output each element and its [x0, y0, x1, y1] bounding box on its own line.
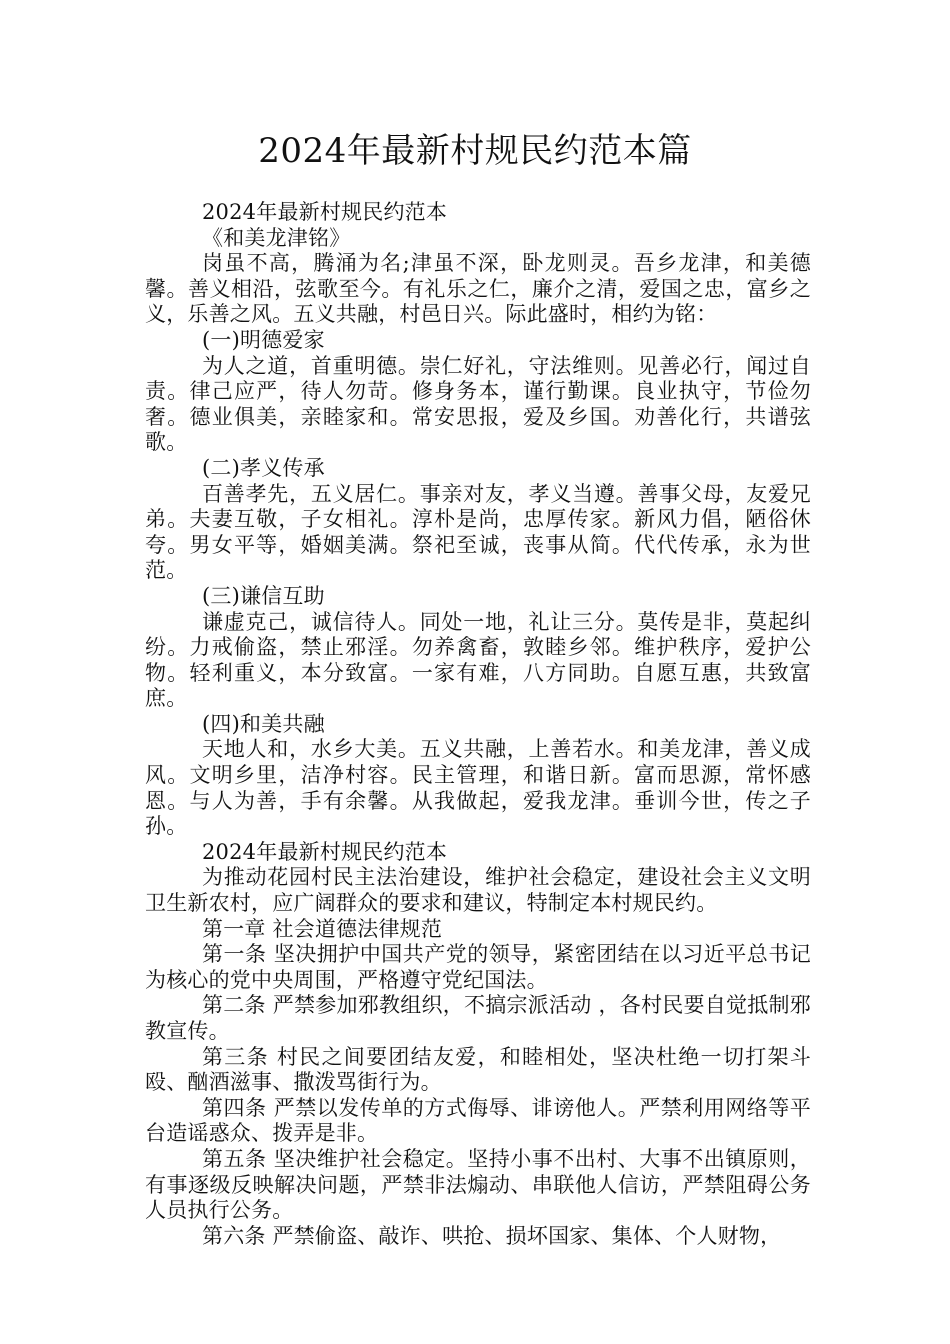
- document-body: [145, 200, 811, 1249]
- article: 第一条 坚决拥护中国共产党的领导，紧密团结在以习近平总书记为核心的党中央周围，严格遵守党纪国法。: [145, 942, 811, 992]
- document-title: 2024年最新村规民约范本篇: [258, 131, 692, 171]
- paragraph: 天地人和，水乡大美。五义共融，上善若水。和美龙津，善义成风。文明乡里，洁净村容。民主管理，和谐日新。富而思源，常怀感恩。与人为善，手有余馨。从我做起，爱我龙津。垂训今世，传之子孙。: [145, 737, 811, 839]
- paragraph: 为推动花园村民主法治建设，维护社会稳定，建设社会主义文明卫生新农村，应广阔群众的要求和建议，特制定本村规民约。: [145, 865, 811, 916]
- subsection-heading: (二)孝义传承: [202, 455, 325, 480]
- article: 第六条 严禁偷盗、敲诈、哄抢、损坏国家、集体、个人财物，: [202, 1223, 782, 1248]
- chapter-heading: 第一章 社会道德法律规范: [202, 916, 443, 941]
- article: 第二条 严禁参加邪教组织，不搞宗派活动 ，各村民要自觉抵制邪教宣传。: [145, 993, 811, 1043]
- paragraph: 百善孝先，五义居仁。事亲对友，孝义当遵。善事父母，友爱兄弟。夫妻互敬，子女相礼。淳朴是尚，忠厚传家。新风力倡，陋俗休夸。男女平等，婚姻美满。祭祀至诚，丧事从简。代代传承，永为世范。: [145, 481, 811, 583]
- paragraph: 为人之道，首重明德。崇仁好礼，守法维则。见善必行，闻过自责。律己应严，待人勿苛。修身务本，谨行勤课。良业执守，节俭勿奢。德业俱美，亲睦家和。常安思报，爱及乡国。劝善化行，共谱弦歌。: [145, 353, 811, 455]
- poem-title: 《和美龙津铭》: [202, 225, 351, 250]
- subsection-heading: (三)谦信互助: [202, 583, 325, 608]
- article: 第四条 严禁以发传单的方式侮辱、诽谤他人。严禁利用网络等平台造谣惑众、拨弄是非。: [145, 1095, 811, 1146]
- article: 第五条 坚决维护社会稳定。坚持小事不出村、大事不出镇原则，有事逐级反映解决问题，严禁非法煽动、串联他人信访，严禁阻碍公务人员执行公务。: [145, 1146, 811, 1223]
- subsection-heading: (一)明德爱家: [202, 327, 325, 352]
- subsection-heading: (四)和美共融: [202, 711, 325, 736]
- section-heading: 2024年最新村规民约范本: [202, 839, 448, 864]
- article: 第三条 村民之间要团结友爱，和睦相处，坚决杜绝一切打架斗殴、酗酒滋事、撒泼骂街行为。: [145, 1044, 811, 1095]
- section-heading: 2024年最新村规民约范本: [202, 200, 448, 224]
- paragraph: 谦虚克己，诚信待人。同处一地，礼让三分。莫传是非，莫起纠纷。力戒偷盗，禁止邪淫。勿养禽畜，敦睦乡邻。维护秩序，爱护公物。轻利重义，本分致富。一家有难，八方同助。自愿互惠，共致富庶。: [145, 609, 811, 711]
- paragraph: 岗虽不高，腾涌为名;津虽不深，卧龙则灵。吾乡龙津，和美德馨。善义相沿，弦歌至今。有礼乐之仁，廉介之清，爱国之忠，富乡之义，乐善之风。五义共融，村邑日兴。际此盛时，相约为铭：: [145, 251, 811, 327]
